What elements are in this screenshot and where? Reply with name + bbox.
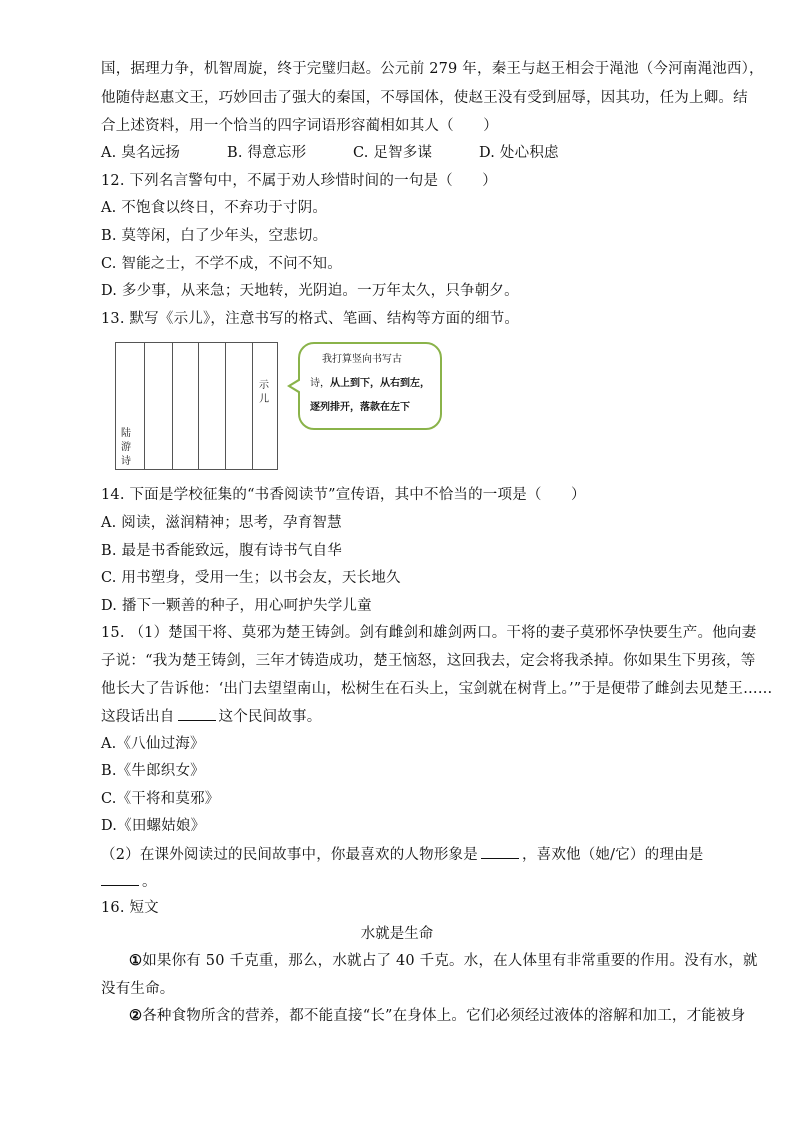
q11-line-3: 合上述资料，用一个恰当的四字词语形容蔺相如其人（ ） [101,118,498,134]
q15-answer-blank-1[interactable] [178,706,216,721]
q15-option-b[interactable]: B.《牛郎织女》 [101,763,205,779]
q15-line-4 [101,706,321,727]
q12-option-a[interactable]: A. 不饱食以终日，不弃功于寸阴。 [101,200,328,216]
q11-option-b[interactable]: B. 得意忘形 [227,145,307,161]
bubble-line-2-plain: 诗， [310,378,330,389]
grid-column-line [252,343,253,469]
q14-option-a[interactable]: A. 阅读，滋润精神；思考，孕育智慧 [101,515,342,531]
passage-p1-line-1 [129,951,758,971]
passage-p2-line-1 [129,1006,745,1026]
passage-p2-text: 各种食物所含的营养，都不能直接“长”在身体上。它们必须经过液体的溶解和加工，才能被身 [142,1008,746,1024]
q11-options [101,143,559,163]
q12-option-c[interactable]: C. 智能之士，不学不成，不问不知。 [101,256,342,272]
q15-period: 。 [142,874,157,890]
q15-part-2-prefix: （2）在课外阅读过的民间故事中，你最喜欢的人物形象是 [101,847,478,863]
grid-column-line [198,343,199,469]
bubble-line-1: 我打算竖向书写古 [322,354,402,365]
writing-grid-figure [115,342,445,474]
q16-stem: 16. 短文 [101,900,159,916]
q12-option-b[interactable]: B. 莫等闲，白了少年头，空悲切。 [101,228,328,244]
bubble-line-2 [310,372,430,396]
q15-option-d[interactable]: D.《田螺姑娘》 [101,818,206,834]
q15-answer-blank-2[interactable] [481,844,519,859]
bubble-line-3: 逐列排开，落款在左下 [310,402,410,413]
grid-column-line [172,343,173,469]
speech-bubble [298,342,442,430]
q13-stem: 13. 默写《示儿》，注意书写的格式、笔画、结构等方面的细节。 [101,311,520,327]
writing-grid[interactable] [115,342,278,470]
q15-line-3: 他长大了告诉他：‘出门去望望南山，松树生在石头上，宝剑就在树背上。’”于是便带了雌剑去见楚王…… [101,681,773,697]
passage-p1-line-2: 没有生命。 [101,981,175,997]
q11-line-2: 他随侍赵惠文王，巧妙回击了强大的秦国，不辱国体，使赵王没有受到屈辱，因其功，任为上卿。结 [101,90,748,106]
speech-bubble-tail-inner [291,380,301,392]
q11-option-c[interactable]: C. 足智多谋 [353,145,433,161]
grid-column-line [225,343,226,469]
passage-p1-text: 如果你有 50 千克重，那么，水就占了 40 千克。水，在人体里有非常重要的作用。没有水，就 [142,953,758,969]
q15-option-c[interactable]: C.《干将和莫邪》 [101,791,220,807]
author-signature-vertical: 陆游诗 [121,428,131,467]
paragraph-number-1: ① [129,952,143,969]
q15-answer-blank-3[interactable] [101,871,139,886]
q14-stem: 14. 下面是学校征集的“书香阅读节”宣传语，其中不恰当的一项是（ ） [101,487,586,503]
q15-option-a[interactable]: A.《八仙过海》 [101,736,205,752]
q15-source-prefix: 这段话出自 [101,709,175,725]
q12-stem: 12. 下列名言警句中，不属于劝人珍惜时间的一句是（ ） [101,173,497,189]
q12-option-d[interactable]: D. 多少事，从来急；天地转，光阴迫。一万年太久，只争朝夕。 [101,283,519,299]
q15-part-2 [101,844,703,865]
q15-source-suffix: 这个民间故事。 [218,709,322,725]
q15-part-2-middle: ，喜欢他（她/它）的理由是 [521,847,704,863]
bubble-line-2-bold: 从上到下，从右到左， [330,378,430,389]
grid-column-line [144,343,145,469]
q14-option-c[interactable]: C. 用书塑身，受用一生；以书会友，天长地久 [101,570,401,586]
passage-title: 水就是生命 [360,926,434,942]
q15-part-2-end [101,871,157,892]
q11-line-1: 国，据理力争，机智周旋，终于完璧归赵。公元前 279 年，秦王与赵王相会于渑池（今河南渑池西）， [101,61,764,77]
poem-title-vertical: 示儿 [259,380,269,405]
q11-option-a[interactable]: A. 臭名远扬 [101,145,181,161]
q15-line-1: 15. （1）楚国干将、莫邪为楚王铸剑。剑有雌剑和雄剑两口。干将的妻子莫邪怀孕快要生产。他向妻 [101,625,757,641]
q11-option-d[interactable]: D. 处心积虑 [479,145,559,161]
paragraph-number-2: ② [129,1007,143,1024]
q15-line-2: 子说：“我为楚王铸剑，三年才铸造成功，楚王恼怒，这回我去，定会将我杀掉。你如果生下男孩，等 [101,653,756,669]
q14-option-b[interactable]: B. 最是书香能致远，腹有诗书气自华 [101,543,342,559]
q14-option-d[interactable]: D. 播下一颗善的种子，用心呵护失学儿童 [101,598,372,614]
